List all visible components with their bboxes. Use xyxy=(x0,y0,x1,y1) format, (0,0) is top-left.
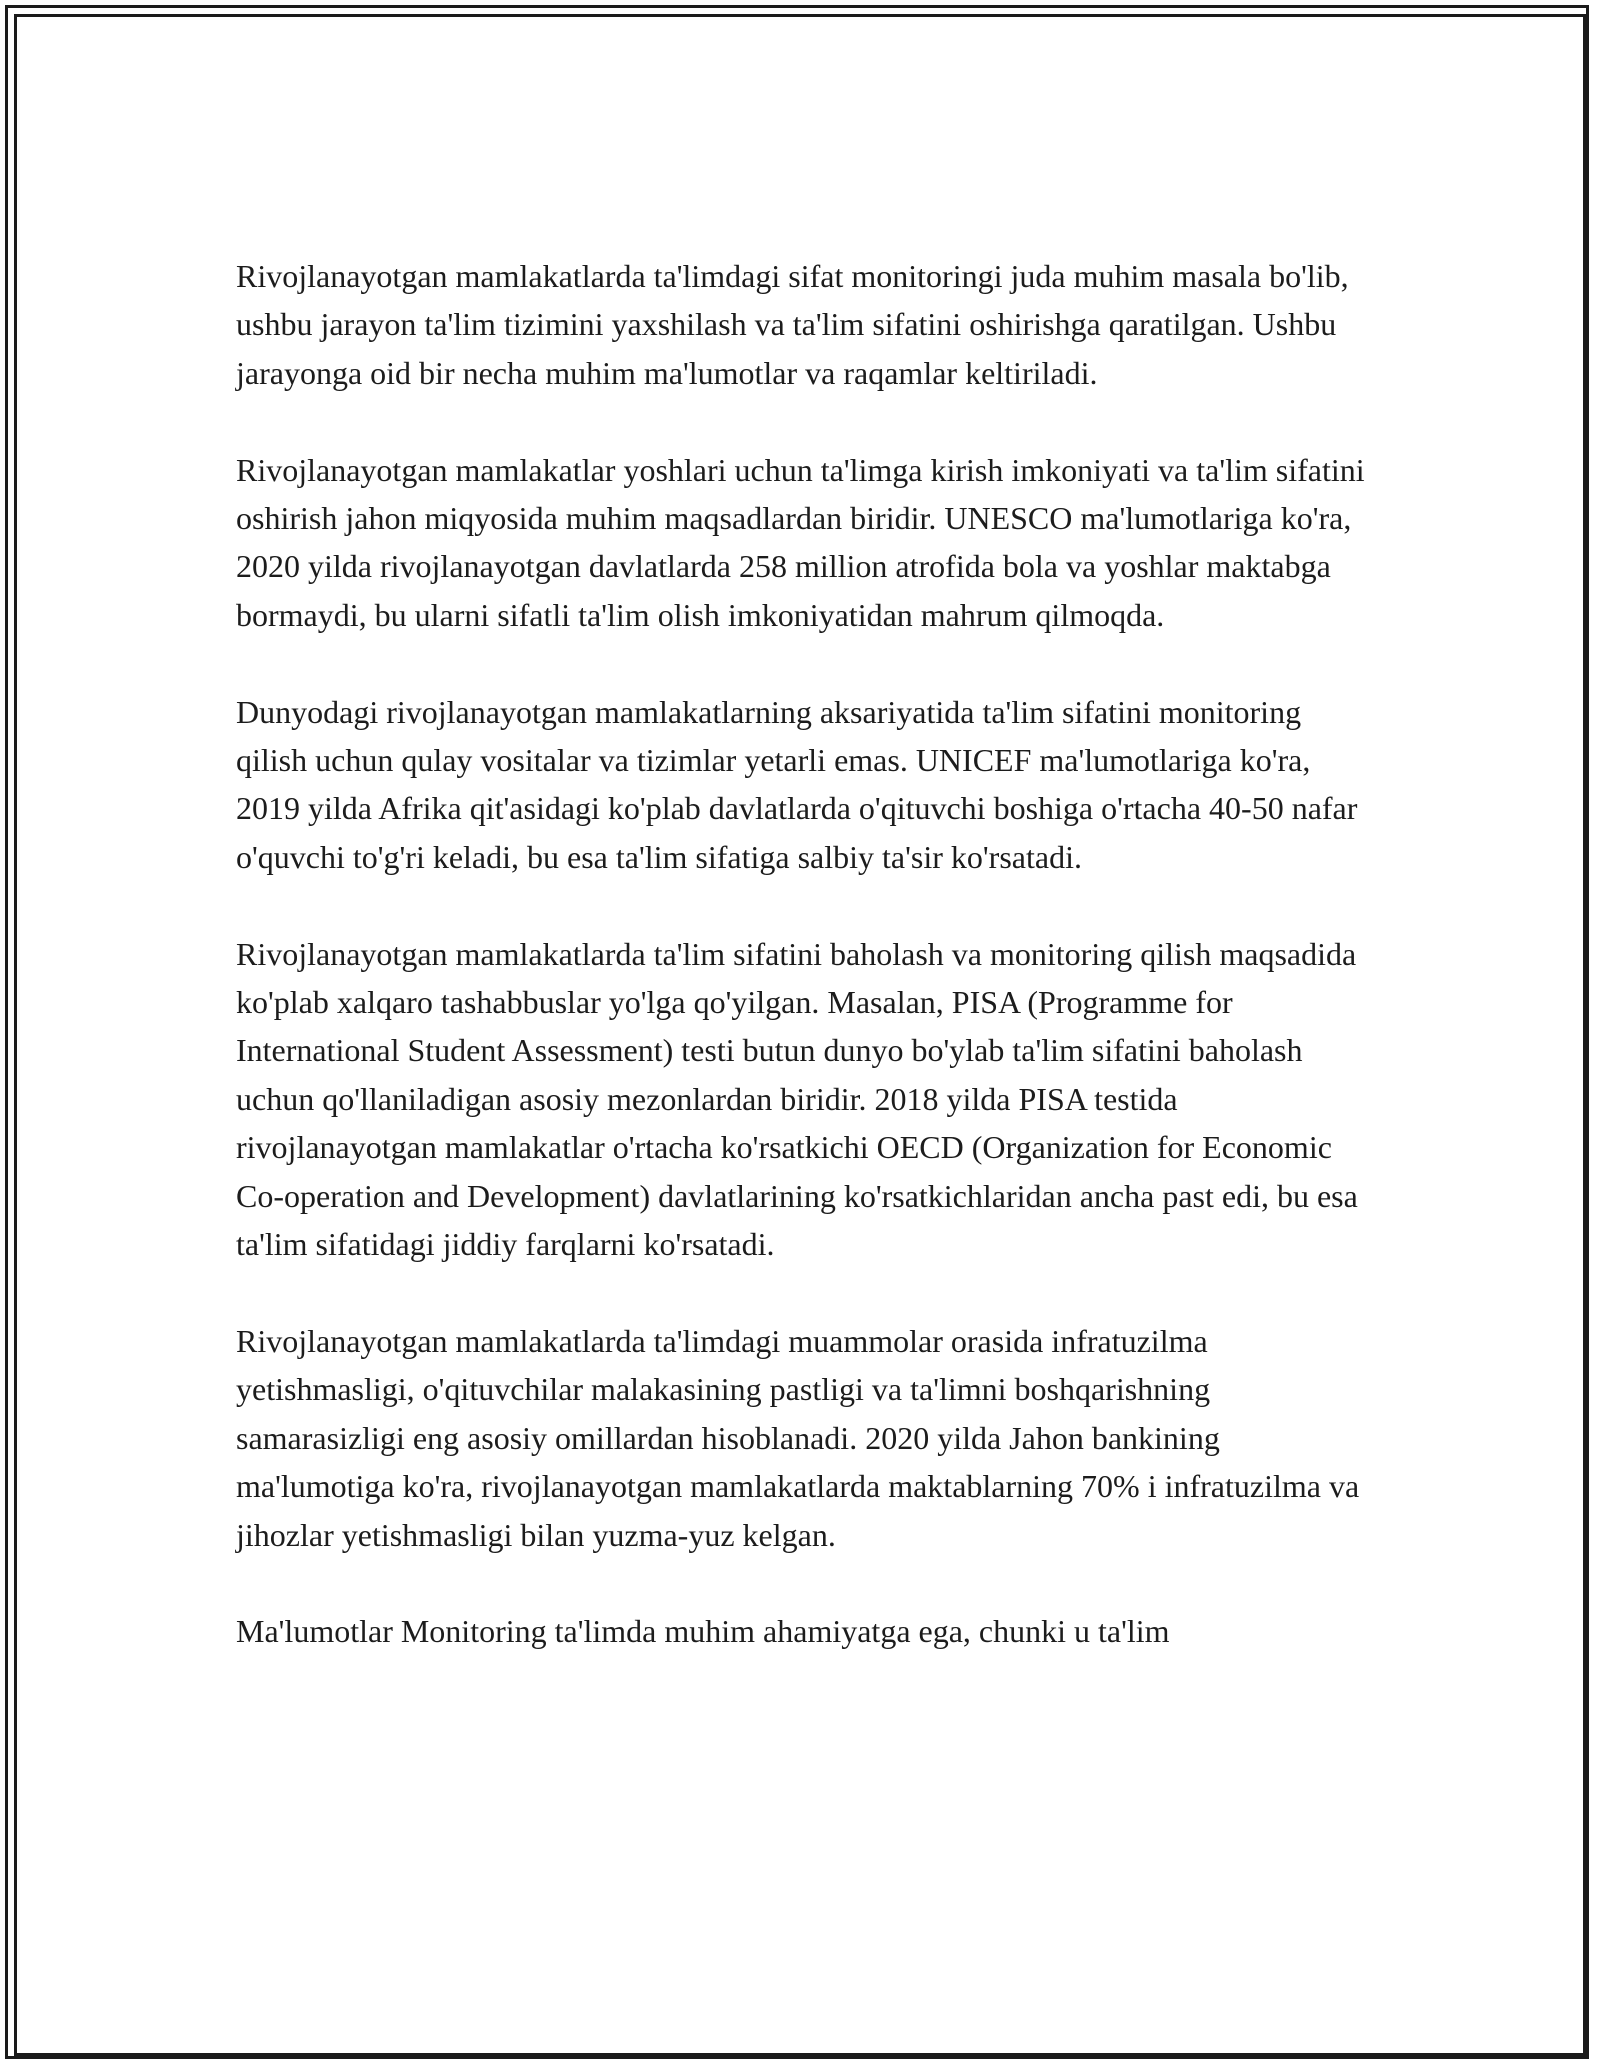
paragraph-unesco: Rivojlanayotgan mamlakatlar yoshlari uchun ta'limga kirish imkoniyati va ta'lim sifatini oshirish jahon miqyosida muhim maqsadlardan biridir. UNESCO ma'lumotlariga ko'ra, 2020 yilda rivojlanayotgan davlatlarda 258 million atrofida bola va yoshlar maktabga bormaydi, bu ularni sifatli ta'lim olish imkoniyatidan mahrum qilmoqda. xyxy=(236,451,1365,633)
paragraph-pisa: Rivojlanayotgan mamlakatlarda ta'lim sifatini baholash va monitoring qilish maqsadida ko'plab xalqaro tashabbuslar yo'lga qo'yilgan. Masalan, PISA (Programme for International Student Assessment) testi butun dunyo bo'ylab ta'lim sifatini baholash uchun qo'llaniladigan asosiy mezonlardan biridir. 2018 yilda PISA testida rivojlanayotgan mamlakatlar o'rtacha ko'rsatkichi OECD (Organization for Economic Co-operation and Development) davlatlarining ko'rsatkichlaridan ancha past edi, bu esa ta'lim sifatidagi jiddiy farqlarni ko'rsatadi. xyxy=(236,935,1358,1263)
document-body xyxy=(236,252,1366,1704)
paragraph-intro: Rivojlanayotgan mamlakatlarda ta'limdagi sifat monitoringi juda muhim masala bo'lib, ushbu jarayon ta'lim tizimini yaxshilash va ta'lim sifatini oshirishga qaratilgan. Ushbu jarayonga oid bir necha muhim ma'lumotlar va raqamlar keltiriladi. xyxy=(236,258,1349,391)
paragraph-world-bank: Rivojlanayotgan mamlakatlarda ta'limdagi muammolar orasida infratuzilma yetishmasligi, o'qituvchilar malakasining pastligi va ta'limni boshqarishning samarasizligi eng asosiy omillardan hisoblanadi. 2020 yilda Jahon bankining ma'lumotiga ko'ra, rivojlanayotgan mamlakatlarda maktablarning 70% i infratuzilma va jihozlar yetishmasligi bilan yuzma-yuz kelgan. xyxy=(236,1322,1360,1553)
paragraph-monitoring: Ma'lumotlar Monitoring ta'limda muhim ahamiyatga ega, chunki u ta'lim xyxy=(236,1613,1170,1650)
paragraph-unicef: Dunyodagi rivojlanayotgan mamlakatlarning aksariyatida ta'lim sifatini monitoring qilish uchun qulay vositalar va tizimlar yetarli emas. UNICEF ma'lumotlariga ko'ra, 2019 yilda Afrika qit'asidagi ko'plab davlatlarda o'qituvchi boshiga o'rtacha 40-50 nafar o'quvchi to'g'ri keladi, bu esa ta'lim sifatiga salbiy ta'sir ko'rsatadi. xyxy=(236,693,1358,875)
